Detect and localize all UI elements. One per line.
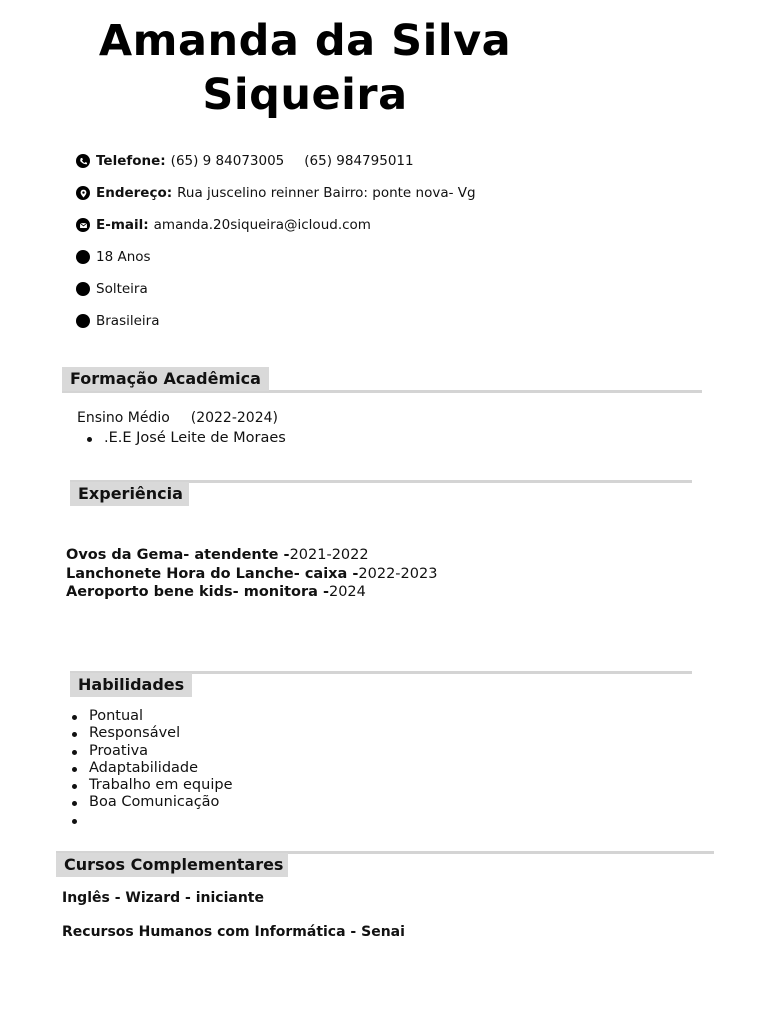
address-row bbox=[76, 183, 476, 203]
skill-item: Adaptabilidade bbox=[72, 760, 233, 777]
bullet-dot-icon bbox=[76, 314, 90, 328]
age-row bbox=[76, 247, 151, 267]
email-row bbox=[76, 215, 371, 235]
experience-role: Aeroporto bene kids- monitora - bbox=[66, 584, 329, 600]
email-label: E-mail: bbox=[96, 217, 149, 233]
skill-item: Pontual bbox=[72, 708, 233, 725]
skills-list bbox=[72, 708, 233, 829]
education-section-title: Formação Acadêmica bbox=[62, 367, 269, 391]
experience-item bbox=[66, 565, 437, 584]
education-period: (2022-2024) bbox=[190, 410, 278, 426]
phone-icon bbox=[76, 154, 90, 168]
name-line-2: Siqueira bbox=[202, 70, 408, 120]
envelope-icon bbox=[76, 218, 90, 232]
course-item: Inglês - Wizard - iniciante bbox=[62, 890, 264, 906]
name-line-1: Amanda da Silva bbox=[98, 16, 512, 66]
bullet-dot-icon bbox=[76, 282, 90, 296]
course-item: Recursos Humanos com Informática - Senai bbox=[62, 924, 405, 940]
nationality-value: Brasileira bbox=[96, 313, 160, 329]
email-value[interactable]: amanda.20siqueira@icloud.com bbox=[153, 217, 371, 233]
phone-number-1: (65) 9 84073005 bbox=[170, 153, 285, 169]
courses-section-title: Cursos Complementares bbox=[56, 853, 288, 877]
experience-period: 2021-2022 bbox=[289, 547, 369, 563]
education-entry bbox=[77, 410, 278, 426]
location-pin-icon bbox=[76, 186, 90, 200]
education-list bbox=[87, 430, 286, 447]
experience-period: 2024 bbox=[328, 584, 366, 600]
education-school: .E.E José Leite de Moraes bbox=[87, 430, 286, 447]
skill-item: Responsável bbox=[72, 725, 233, 742]
phone-row bbox=[76, 151, 414, 171]
experience-period: 2022-2023 bbox=[358, 565, 438, 582]
phone-label: Telefone: bbox=[96, 153, 166, 169]
skill-item: Proativa bbox=[72, 743, 233, 760]
skills-section-title: Habilidades bbox=[70, 673, 192, 697]
bullet-dot-icon bbox=[76, 250, 90, 264]
education-level: Ensino Médio bbox=[77, 410, 170, 426]
address-label: Endereço: bbox=[96, 185, 173, 201]
experience-list bbox=[66, 546, 437, 602]
skill-item bbox=[72, 812, 233, 829]
marital-status-value: Solteira bbox=[96, 281, 148, 297]
experience-item bbox=[66, 546, 437, 565]
experience-section-title: Experiência bbox=[70, 482, 189, 506]
experience-item bbox=[66, 583, 437, 602]
skill-item: Boa Comunicação bbox=[72, 794, 233, 811]
nationality-row bbox=[76, 311, 160, 331]
phone-number-2: (65) 984795011 bbox=[304, 153, 414, 169]
address-value: Rua juscelino reinner Bairro: ponte nova- Vg bbox=[177, 185, 476, 201]
age-value: 18 Anos bbox=[96, 249, 151, 265]
experience-role: Ovos da Gema- atendente - bbox=[66, 547, 290, 563]
skill-item: Trabalho em equipe bbox=[72, 777, 233, 794]
marital-status-row bbox=[76, 279, 148, 299]
resume-name bbox=[60, 14, 550, 122]
experience-role: Lanchonete Hora do Lanche- caixa - bbox=[66, 565, 359, 582]
